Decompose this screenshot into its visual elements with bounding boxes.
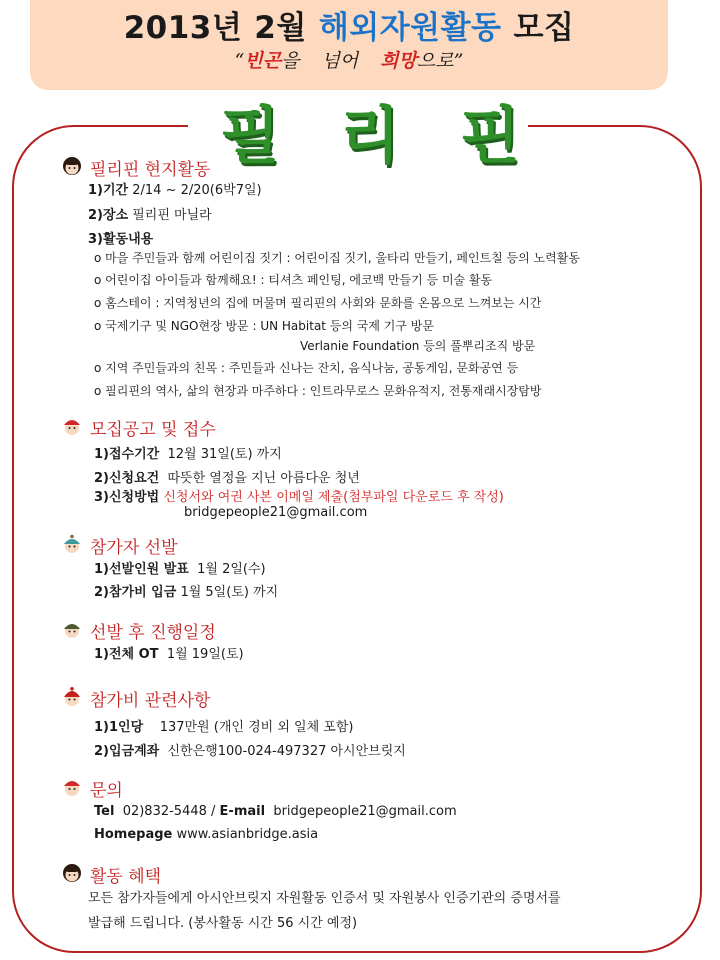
row-label: 2)장소 (88, 208, 129, 223)
item-head: o 어린이집 아이들과 함께해요! : (94, 273, 265, 287)
homepage-row (94, 827, 318, 842)
benefit-text-line: 모든 참가자들에게 아시안브릿지 자원활동 인증서 및 자원봉사 인증기관의 증명서를 (88, 891, 561, 906)
title-year: 2013년 (123, 10, 243, 46)
account-row (94, 740, 406, 759)
row-label: 1)접수기간 (94, 447, 160, 462)
row-label: 1)1인당 (94, 720, 144, 735)
title-highlight: 해외자원활동 (318, 10, 502, 46)
activity-item (300, 337, 535, 354)
title-month: 2월 (254, 10, 307, 46)
row-label: 3)신청방법 (94, 490, 160, 505)
header-banner (30, 0, 668, 90)
section-title: 참가자 선발 (90, 538, 178, 558)
slogan-word-5: 으로 (416, 50, 454, 72)
item-body: 주민들과 신나는 잔치, 음식나눔, 공동게임, 문화공연 등 (224, 361, 519, 375)
requirement-row (94, 467, 360, 486)
item-body: Verlanie Foundation 등의 풀뿌리조직 방문 (300, 339, 536, 353)
announce-row (94, 558, 266, 577)
item-head: o 홈스테이 : (94, 296, 160, 310)
section-title: 필리핀 현지활동 (90, 160, 211, 180)
item-body: 지역청년의 집에 머물며 필리핀의 사회와 문화를 온몸으로 느껴보는 시간 (159, 296, 542, 310)
tel-label: Tel (94, 804, 115, 819)
period-row (88, 179, 262, 198)
activity-item (94, 271, 492, 288)
activity-item (94, 249, 580, 266)
method-row (94, 486, 504, 505)
country-title: 필리핀 (220, 99, 580, 172)
row-value: 137만원 (개인 경비 외 일체 포함) (159, 720, 354, 735)
row-value: 필리핀 마닐라 (132, 208, 212, 223)
contact-row (94, 804, 457, 819)
activity-item (94, 359, 518, 376)
item-body: 인트라무로스 문화유적지, 전통재래시장탐방 (305, 384, 542, 398)
item-head: o 필리핀의 역사, 삶의 현장과 마주하다 : (94, 384, 306, 398)
item-head: o 마을 주민들과 함께 어린이집 짓기 : (94, 251, 291, 265)
section-title: 선발 후 진행일정 (90, 623, 216, 643)
girl-face-icon (62, 156, 82, 176)
benefit-text-line: 발급해 드립니다. (봉사활동 시간 56 시간 예정) (88, 916, 358, 931)
slogan-quote-open: “ (234, 50, 245, 72)
row-value: 1월 5일(토) 까지 (180, 585, 279, 600)
row-value: 따뜻한 열정을 지닌 아름다운 청년 (167, 471, 360, 486)
section-title: 활동 혜택 (90, 867, 162, 887)
row-label: 2)신청요건 (94, 471, 160, 486)
item-head: o 지역 주민들과의 친목 : (94, 361, 225, 375)
row-value: 1월 19일(토) (166, 647, 244, 662)
slogan-word-1: 빈곤 (244, 50, 282, 72)
girl-red-hat-icon (62, 687, 82, 707)
per-person-row (94, 716, 353, 735)
activity-item (94, 317, 434, 334)
slogan-word-2: 을 (281, 50, 300, 72)
boy-face-red-cap-icon (62, 777, 82, 797)
content-label: 3)활동내용 (88, 232, 154, 247)
item-body: UN Habitat 등의 국제 기구 방문 (256, 319, 434, 333)
row-value: 신한은행100-024-497327 아시안브릿지 (167, 744, 406, 759)
row-label: 2)입금계좌 (94, 744, 160, 759)
email-link[interactable]: bridgepeople21@gmail.com (273, 804, 457, 819)
row-label: 1)기간 (88, 183, 129, 198)
section-title: 모집공고 및 접수 (90, 420, 216, 440)
item-head: o 국제기구 및 NGO현장 방문 : (94, 319, 257, 333)
ot-row (94, 643, 244, 662)
row-label: 2)참가비 입금 (94, 585, 177, 600)
slogan-word-3: 넘어 (321, 50, 359, 72)
section-title: 참가비 관련사항 (90, 691, 211, 711)
period-row (94, 443, 282, 462)
row-label: 1)전체 OT (94, 647, 159, 662)
row-label: 1)선발인원 발표 (94, 562, 189, 577)
girl-face-icon (62, 863, 82, 883)
item-body: 어린이집 짓기, 울타리 만들기, 페인트칠 등의 노력활동 (290, 251, 580, 265)
homepage-label: Homepage (94, 827, 173, 842)
email-label: E-mail (219, 804, 266, 819)
activity-item (94, 382, 541, 399)
item-body: 티셔츠 페인팅, 에코백 만들기 등 미술 활동 (264, 273, 493, 287)
row-value: 1월 2일(수) (197, 562, 266, 577)
boy-face-teal-cap-icon (62, 534, 82, 554)
row-value: 2/14 ~ 2/20(6박7일) (132, 183, 262, 198)
soldier-face-icon (62, 619, 82, 639)
section-title: 문의 (90, 781, 123, 801)
email-link[interactable]: bridgepeople21@gmail.com (184, 505, 368, 520)
title-end: 모집 (513, 10, 575, 46)
slogan-quote-close: ” (453, 50, 464, 72)
fee-deposit-row (94, 581, 278, 600)
homepage-link[interactable]: www.asianbridge.asia (176, 827, 319, 842)
row-value: 12월 31일(토) 까지 (167, 447, 282, 462)
row-value: 신청서와 여권 사본 이메일 제출(첨부파일 다운로드 후 작성) (163, 490, 504, 505)
activity-item (94, 294, 541, 311)
page-title (30, 2, 668, 47)
place-row (88, 204, 212, 223)
boy-face-red-cap-icon (62, 416, 82, 436)
slogan-word-4: 희망 (380, 50, 417, 72)
tel-value: 02)832-5448 / (122, 804, 216, 819)
slogan (30, 46, 668, 73)
